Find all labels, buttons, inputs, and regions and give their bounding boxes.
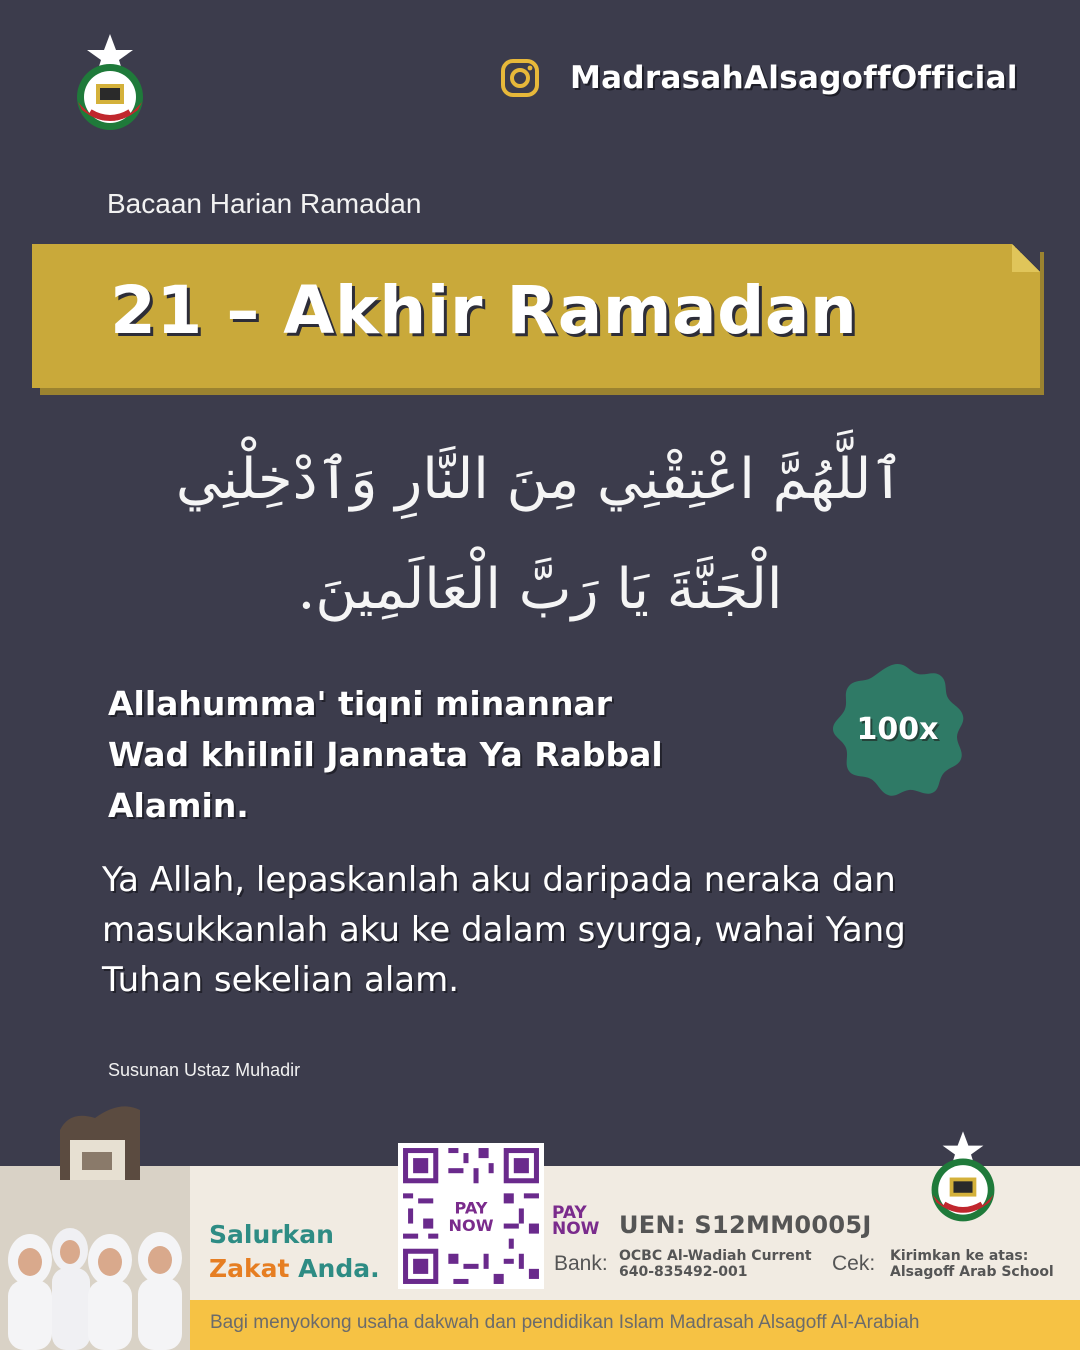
arabic-line-2: الْجَنَّةَ يَا رَبَّ الْعَالَمِينَ. [297,557,783,622]
school-crest-icon [915,1128,1011,1228]
title-banner [32,244,1040,388]
students-photo [0,1100,190,1350]
translation [102,855,982,1005]
repeat-count-badge: 100x [856,712,939,747]
instagram-handle[interactable]: MadrasahAlsagoffOfficial [570,60,1018,96]
paynow-now: NOW [552,1219,600,1239]
translation-line-1: Ya Allah, lepaskanlah aku daripada neraka dan [102,860,896,900]
footer-tagline: Bagi menyokong usaha dakwah dan pendidikan Islam Madrasah Alsagoff Al-Arabiah [210,1312,920,1333]
cheque-instruction: Kirimkan ke atas: [890,1248,1029,1264]
transliteration-line-2: Wad khilnil Jannata Ya Rabbal [108,735,663,774]
bank-name: OCBC Al-Wadiah Current [619,1248,812,1264]
translation-line-3: Tuhan sekelian alam. [102,960,460,1000]
zakat-word: Zakat [209,1254,290,1283]
arabic-prayer [110,425,970,645]
translation-line-2: masukkanlah aku ke dalam syurga, wahai Yang [102,910,906,950]
instagram-icon [500,58,540,98]
paynow-qr-code[interactable] [398,1143,544,1289]
cheque-label: Cek: [832,1252,876,1275]
instagram-handle-group[interactable] [500,58,1018,98]
series-label: Bacaan Harian Ramadan [107,188,422,219]
zakat-line-1: Salurkan [209,1220,334,1249]
svg-text:PAY: PAY [454,1198,488,1218]
arabic-line-1: ٱللَّهُمَّ اعْتِقْنِي مِنَ النَّارِ وَٱدْخِلْنِي [175,447,905,512]
transliteration-line-3: Alamin. [108,786,249,825]
bank-label: Bank: [554,1252,608,1275]
author-credit: Susunan Ustaz Muhadir [108,1060,301,1080]
school-crest-icon [60,32,160,137]
cheque-details [890,1248,1054,1280]
svg-text:NOW: NOW [448,1216,494,1236]
bank-details [619,1248,812,1280]
cheque-payee: Alsagoff Arab School [890,1264,1054,1280]
uen-number: UEN: S12MM0005J [619,1211,872,1239]
zakat-anda: Anda. [298,1254,380,1283]
paynow-pay: PAY [552,1203,587,1223]
banner-title: 21 – Akhir Ramadan [110,272,858,349]
transliteration [108,678,748,831]
zakat-callout [209,1218,380,1286]
transliteration-line-1: Allahumma' tiqni minannar [108,684,613,723]
bank-account: 640-835492-001 [619,1264,748,1280]
paynow-logo [552,1205,599,1237]
banner-fold-flap [1012,244,1040,272]
